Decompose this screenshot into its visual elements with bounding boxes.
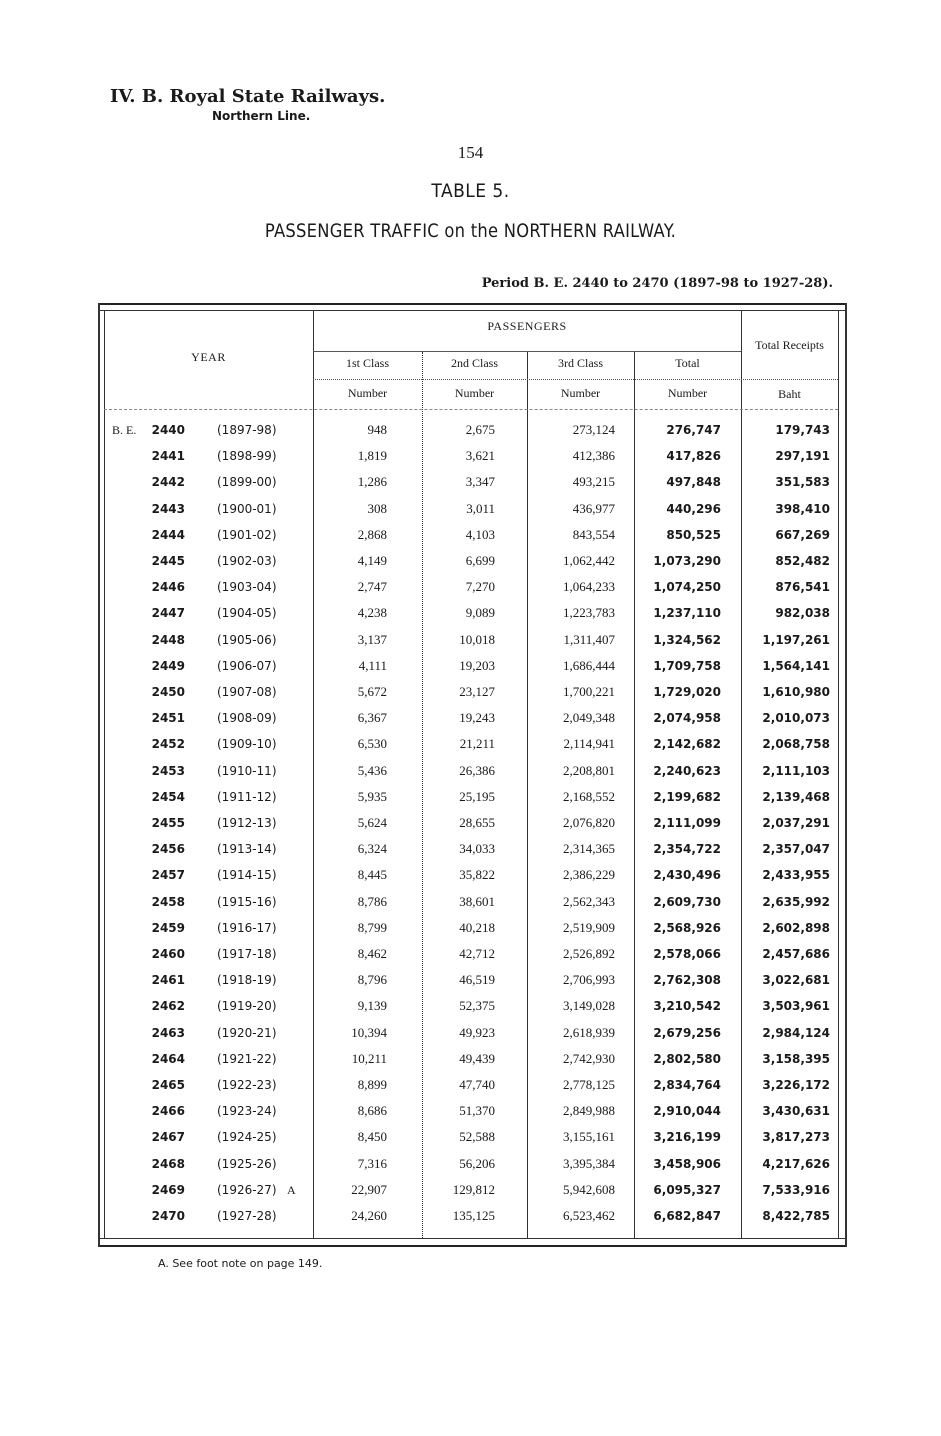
first-class-cell: 10,211 — [351, 1050, 387, 1066]
second-class-cell: 34,033 — [459, 841, 495, 857]
second-class-cell: 7,270 — [465, 579, 495, 595]
first-class-cell: 5,436 — [357, 762, 387, 778]
second-class-cell: 49,439 — [459, 1050, 495, 1066]
year-cell: 2451 — [151, 711, 185, 726]
year-cell: 2444 — [151, 527, 185, 542]
total-cell: 3,216,199 — [653, 1130, 721, 1145]
year-span-cell: (1909-10) — [217, 737, 277, 752]
unit-number-label: Number — [667, 386, 708, 400]
total-cell: 2,142,682 — [653, 737, 721, 752]
frame-rule — [98, 310, 846, 311]
second-class-cell: 4,103 — [465, 526, 495, 542]
header-rule — [313, 379, 838, 380]
total-cell: 1,237,110 — [653, 606, 721, 621]
year-span-cell: (1925-26) — [217, 1156, 277, 1171]
total-cell: 2,609,730 — [653, 894, 721, 909]
receipts-cell: 3,158,395 — [762, 1051, 830, 1066]
table-row — [0, 1050, 941, 1076]
third-class-cell: 2,778,125 — [563, 1077, 615, 1092]
third-class-cell: 3,155,161 — [563, 1129, 615, 1145]
receipts-cell: 2,357,047 — [762, 842, 830, 857]
receipts-cell: 2,010,073 — [762, 711, 830, 726]
year-cell: 2467 — [151, 1130, 185, 1145]
third-class-cell: 493,215 — [572, 474, 615, 490]
header-rule — [313, 351, 741, 352]
year-span-cell: (1923-24) — [217, 1104, 277, 1119]
receipts-cell: 2,139,468 — [762, 789, 830, 804]
first-class-cell: 8,899 — [357, 1077, 387, 1092]
first-class-cell: 1,819 — [357, 448, 387, 464]
total-cell: 2,568,926 — [653, 920, 721, 935]
year-cell: 2446 — [151, 580, 185, 595]
first-class-cell: 24,260 — [351, 1208, 387, 1223]
year-cell: 2464 — [151, 1051, 185, 1066]
total-cell: 2,679,256 — [653, 1025, 721, 1040]
year-cell: 2442 — [151, 475, 185, 490]
year-span-cell: (1913-14) — [217, 842, 277, 857]
third-class-cell: 843,554 — [572, 526, 615, 542]
third-class-cell: 1,700,221 — [563, 684, 615, 699]
receipts-cell: 2,457,686 — [762, 947, 830, 961]
first-class-cell: 7,316 — [357, 1155, 387, 1171]
table-row — [0, 1128, 941, 1154]
total-cell: 2,762,308 — [653, 973, 721, 988]
year-span-cell: (1924-25) — [217, 1130, 277, 1145]
year-span-cell: (1927-28) — [217, 1209, 277, 1223]
header-rule — [104, 409, 838, 410]
receipts-cell: 2,111,103 — [762, 763, 830, 778]
first-class-cell: 948 — [367, 422, 387, 437]
table-row — [0, 1024, 941, 1050]
year-cell: 2441 — [151, 449, 185, 464]
year-cell: 2445 — [151, 554, 185, 568]
third-class-cell: 1,311,407 — [563, 631, 615, 647]
table-row — [0, 893, 941, 919]
total-cell: 2,111,099 — [653, 816, 721, 830]
year-cell: 2447 — [151, 606, 185, 621]
year-cell: 2468 — [151, 1156, 185, 1171]
second-class-cell: 46,519 — [459, 972, 495, 988]
table-row — [0, 1155, 941, 1181]
total-cell: 2,199,682 — [653, 789, 721, 804]
third-class-cell: 1,064,233 — [563, 579, 615, 595]
year-span-cell: (1905-06) — [217, 632, 277, 647]
second-class-cell: 42,712 — [459, 946, 495, 961]
receipts-cell: 2,068,758 — [762, 737, 830, 752]
first-class-cell: 8,796 — [357, 972, 387, 988]
third-class-cell: 2,208,801 — [563, 762, 615, 778]
receipts-cell: 3,817,273 — [762, 1130, 830, 1145]
first-class-cell: 6,324 — [357, 841, 387, 857]
year-span-cell: (1921-22) — [217, 1051, 277, 1066]
first-class-cell: 8,462 — [357, 946, 387, 961]
third-class-cell: 2,076,820 — [563, 815, 615, 830]
first-class-cell: 1,286 — [357, 474, 387, 490]
first-class-cell: 5,624 — [357, 815, 387, 830]
second-class-cell: 3,011 — [466, 500, 495, 516]
receipts-cell: 1,610,980 — [762, 685, 830, 699]
year-cell: 2462 — [151, 999, 185, 1014]
receipts-cell: 2,635,992 — [762, 894, 830, 909]
total-cell: 276,747 — [666, 423, 721, 437]
page-number: 154 — [457, 143, 484, 162]
first-class-cell: 5,672 — [357, 684, 387, 699]
footnote: A. See foot note on page 149. — [158, 1257, 323, 1270]
third-class-cell: 2,849,988 — [563, 1103, 615, 1119]
table-row — [0, 735, 941, 761]
second-class-cell: 21,211 — [459, 736, 495, 752]
table-row — [0, 421, 941, 447]
second-class-cell: 49,923 — [459, 1024, 495, 1040]
second-class-cell: 2,675 — [465, 422, 495, 437]
year-span-cell: (1898-99) — [217, 449, 277, 464]
second-class-cell: 19,243 — [459, 710, 495, 726]
table-row — [0, 709, 941, 735]
second-class-header: 2nd Class — [450, 356, 498, 370]
third-class-cell: 2,049,348 — [563, 710, 615, 726]
total-cell: 2,834,764 — [653, 1078, 721, 1092]
first-class-cell: 10,394 — [351, 1024, 387, 1040]
year-cell: 2449 — [151, 658, 185, 673]
receipts-cell: 2,602,898 — [762, 920, 830, 935]
year-cell: 2466 — [151, 1104, 185, 1119]
receipts-cell: 852,482 — [775, 554, 830, 568]
year-cell: 2450 — [151, 685, 185, 699]
year-span-cell: (1904-05) — [217, 606, 277, 621]
total-cell: 417,826 — [666, 449, 721, 464]
second-class-cell: 10,018 — [459, 631, 495, 647]
receipts-cell: 3,430,631 — [762, 1104, 830, 1119]
year-cell: 2458 — [151, 894, 185, 909]
receipts-cell: 351,583 — [775, 475, 830, 490]
unit-baht-label: Baht — [778, 387, 801, 401]
year-span-cell: (1900-01) — [217, 501, 277, 516]
first-class-cell: 5,935 — [357, 788, 387, 804]
third-class-cell: 412,386 — [572, 448, 615, 464]
year-span-cell: (1911-12) — [217, 789, 277, 804]
section-heading: IV. B. Royal State Railways. — [110, 86, 386, 107]
year-cell: 2448 — [151, 632, 185, 647]
table-row — [0, 447, 941, 473]
table-row — [0, 683, 941, 709]
year-cell: 2452 — [151, 737, 185, 752]
total-cell: 2,354,722 — [653, 842, 721, 857]
year-span-cell: (1916-17) — [217, 920, 277, 935]
receipts-cell: 2,433,955 — [762, 868, 830, 883]
second-class-cell: 26,386 — [459, 762, 495, 778]
year-cell: 2459 — [151, 920, 185, 935]
third-class-cell: 2,386,229 — [563, 867, 615, 883]
first-class-cell: 6,530 — [357, 736, 387, 752]
year-span-cell: (1906-07) — [217, 658, 277, 673]
receipts-cell: 982,038 — [775, 606, 830, 621]
unit-number-label: Number — [347, 386, 388, 400]
first-class-cell: 8,450 — [357, 1129, 387, 1145]
second-class-cell: 38,601 — [459, 893, 495, 909]
first-class-cell: 4,238 — [357, 605, 387, 621]
second-class-cell: 9,089 — [465, 605, 495, 621]
third-class-cell: 3,395,384 — [563, 1155, 615, 1171]
total-cell: 2,910,044 — [653, 1104, 721, 1119]
year-cell: 2456 — [151, 842, 185, 857]
footnote-marker: A — [287, 1182, 296, 1197]
year-span-cell: (1908-09) — [217, 711, 277, 726]
first-class-cell: 308 — [367, 500, 387, 516]
third-class-cell: 2,114,941 — [563, 736, 615, 752]
receipts-cell: 2,984,124 — [762, 1025, 830, 1040]
year-cell: 2440 — [151, 423, 185, 437]
second-class-cell: 23,127 — [459, 684, 495, 699]
total-receipts-header: Total Receipts — [755, 338, 824, 352]
first-class-cell: 2,868 — [357, 526, 387, 542]
table-row — [0, 997, 941, 1023]
second-class-cell: 40,218 — [459, 919, 495, 935]
year-span-cell: (1915-16) — [217, 894, 277, 909]
second-class-cell: 19,203 — [459, 657, 495, 673]
first-class-cell: 6,367 — [357, 710, 387, 726]
total-cell: 1,324,562 — [653, 632, 721, 647]
table-row — [0, 526, 941, 552]
table-row — [0, 866, 941, 892]
receipts-cell: 7,533,916 — [762, 1182, 830, 1197]
second-class-cell: 3,621 — [465, 448, 495, 464]
total-cell: 1,729,020 — [653, 685, 721, 699]
first-class-cell: 8,686 — [357, 1103, 387, 1119]
year-cell: 2470 — [151, 1209, 185, 1223]
first-class-cell: 8,445 — [357, 867, 387, 883]
first-class-cell: 9,139 — [357, 998, 387, 1014]
first-class-cell: 2,747 — [357, 579, 387, 595]
total-cell: 6,682,847 — [653, 1209, 721, 1223]
third-class-cell: 1,686,444 — [563, 657, 615, 673]
year-cell: 2469 — [151, 1182, 185, 1197]
table-row — [0, 631, 941, 657]
era-prefix: B. E. — [112, 423, 137, 437]
receipts-cell: 3,503,961 — [762, 999, 830, 1014]
second-class-cell: 6,699 — [465, 553, 495, 568]
total-cell: 1,709,758 — [653, 658, 721, 673]
table-row — [0, 840, 941, 866]
year-span-cell: (1902-03) — [217, 554, 277, 568]
first-class-cell: 4,111 — [358, 657, 387, 673]
year-cell: 2454 — [151, 789, 185, 804]
second-class-cell: 25,195 — [459, 788, 495, 804]
third-class-cell: 2,168,552 — [563, 788, 615, 804]
period-note: Period B. E. 2440 to 2470 (1897-98 to 1927-28). — [481, 276, 833, 291]
second-class-cell: 47,740 — [459, 1077, 495, 1092]
total-cell: 2,240,623 — [653, 763, 721, 778]
year-cell: 2463 — [151, 1025, 185, 1040]
year-cell: 2465 — [151, 1078, 185, 1092]
year-span-cell: (1926-27) — [217, 1182, 277, 1197]
table-row — [0, 788, 941, 814]
year-span-cell: (1917-18) — [217, 947, 277, 961]
passengers-header: PASSENGERS — [487, 319, 567, 333]
third-class-cell: 5,942,608 — [563, 1181, 615, 1197]
third-class-cell: 2,706,993 — [563, 972, 615, 988]
total-cell: 2,578,066 — [653, 947, 721, 961]
table-row — [0, 919, 941, 945]
table-row — [0, 762, 941, 788]
table-title: PASSENGER TRAFFIC on the NORTHERN RAILWAY. — [264, 220, 677, 242]
unit-number-label: Number — [560, 386, 601, 400]
receipts-cell: 2,037,291 — [762, 816, 830, 830]
total-cell: 850,525 — [666, 527, 721, 542]
third-class-cell: 273,124 — [572, 422, 615, 437]
second-class-cell: 129,812 — [452, 1181, 495, 1197]
year-span-cell: (1907-08) — [217, 685, 277, 699]
third-class-cell: 436,977 — [572, 500, 615, 516]
year-span-cell: (1918-19) — [217, 973, 277, 988]
total-cell: 2,802,580 — [653, 1051, 721, 1066]
year-header: YEAR — [191, 350, 226, 364]
year-cell: 2453 — [151, 763, 185, 778]
total-cell: 3,210,542 — [653, 999, 721, 1014]
receipts-cell: 876,541 — [775, 580, 830, 595]
second-class-cell: 3,347 — [465, 474, 495, 490]
third-class-cell: 6,523,462 — [563, 1208, 615, 1223]
third-class-cell: 2,526,892 — [563, 946, 615, 961]
total-cell: 440,296 — [666, 501, 721, 516]
total-cell: 3,458,906 — [653, 1156, 721, 1171]
receipts-cell: 3,226,172 — [762, 1078, 830, 1092]
receipts-cell: 8,422,785 — [762, 1209, 830, 1223]
receipts-cell: 3,022,681 — [762, 973, 830, 988]
table-row — [0, 1181, 941, 1207]
year-span-cell: (1897-98) — [217, 423, 277, 437]
year-span-cell: (1910-11) — [217, 763, 277, 778]
year-span-cell: (1899-00) — [217, 475, 277, 490]
second-class-cell: 52,588 — [459, 1129, 495, 1145]
first-class-cell: 8,786 — [357, 893, 387, 909]
total-cell: 6,095,327 — [653, 1182, 721, 1197]
table-row — [0, 657, 941, 683]
table-row — [0, 1102, 941, 1128]
table-row — [0, 971, 941, 997]
frame-rule — [98, 1245, 846, 1247]
receipts-cell: 1,564,141 — [762, 658, 830, 673]
total-header: Total — [675, 356, 700, 370]
receipts-cell: 297,191 — [775, 449, 830, 464]
year-span-cell: (1901-02) — [217, 527, 277, 542]
year-cell: 2460 — [151, 947, 185, 961]
table-row — [0, 473, 941, 499]
second-class-cell: 52,375 — [459, 998, 495, 1014]
third-class-cell: 3,149,028 — [563, 998, 615, 1014]
receipts-cell: 398,410 — [775, 501, 830, 516]
table-row — [0, 500, 941, 526]
total-cell: 497,848 — [666, 475, 721, 490]
total-cell: 1,073,290 — [653, 554, 721, 568]
year-cell: 2457 — [151, 868, 185, 883]
second-class-cell: 35,822 — [459, 867, 495, 883]
table-row — [0, 578, 941, 604]
third-class-cell: 2,519,909 — [563, 919, 615, 935]
year-cell: 2455 — [151, 816, 185, 830]
year-span-cell: (1912-13) — [217, 816, 277, 830]
first-class-cell: 3,137 — [357, 631, 387, 647]
first-class-cell: 22,907 — [351, 1181, 387, 1197]
year-cell: 2461 — [151, 973, 185, 988]
table-row — [0, 1207, 941, 1233]
third-class-cell: 2,742,930 — [563, 1050, 615, 1066]
first-class-cell: 8,799 — [357, 919, 387, 935]
table-row — [0, 604, 941, 630]
first-class-header: 1st Class — [345, 356, 389, 370]
receipts-cell: 1,197,261 — [762, 632, 830, 647]
total-cell: 2,430,496 — [653, 868, 721, 883]
second-class-cell: 28,655 — [459, 815, 495, 830]
year-span-cell: (1922-23) — [217, 1078, 277, 1092]
first-class-cell: 4,149 — [357, 553, 387, 568]
receipts-cell: 179,743 — [775, 423, 830, 437]
unit-number-label: Number — [454, 386, 495, 400]
second-class-cell: 135,125 — [452, 1208, 495, 1223]
table-label: TABLE 5. — [431, 180, 510, 202]
total-cell: 2,074,958 — [653, 711, 721, 726]
total-cell: 1,074,250 — [653, 580, 721, 595]
frame-rule — [98, 303, 846, 305]
frame-rule — [98, 1238, 846, 1239]
second-class-cell: 56,206 — [459, 1155, 495, 1171]
receipts-cell: 4,217,626 — [762, 1156, 830, 1171]
third-class-cell: 2,562,343 — [563, 893, 615, 909]
third-class-header: 3rd Class — [558, 356, 603, 370]
table-row — [0, 552, 941, 578]
receipts-cell: 667,269 — [775, 527, 830, 542]
table-row — [0, 814, 941, 840]
third-class-cell: 2,314,365 — [563, 841, 615, 857]
year-span-cell: (1914-15) — [217, 868, 277, 883]
table-row — [0, 945, 941, 971]
year-span-cell: (1919-20) — [217, 999, 277, 1014]
third-class-cell: 1,062,442 — [563, 553, 615, 568]
second-class-cell: 51,370 — [459, 1103, 495, 1119]
third-class-cell: 2,618,939 — [563, 1024, 615, 1040]
subsection-heading: Northern Line. — [212, 109, 311, 123]
third-class-cell: 1,223,783 — [563, 605, 615, 621]
year-cell: 2443 — [151, 501, 185, 516]
year-span-cell: (1920-21) — [217, 1025, 277, 1040]
table-row — [0, 1076, 941, 1102]
year-span-cell: (1903-04) — [217, 580, 277, 595]
